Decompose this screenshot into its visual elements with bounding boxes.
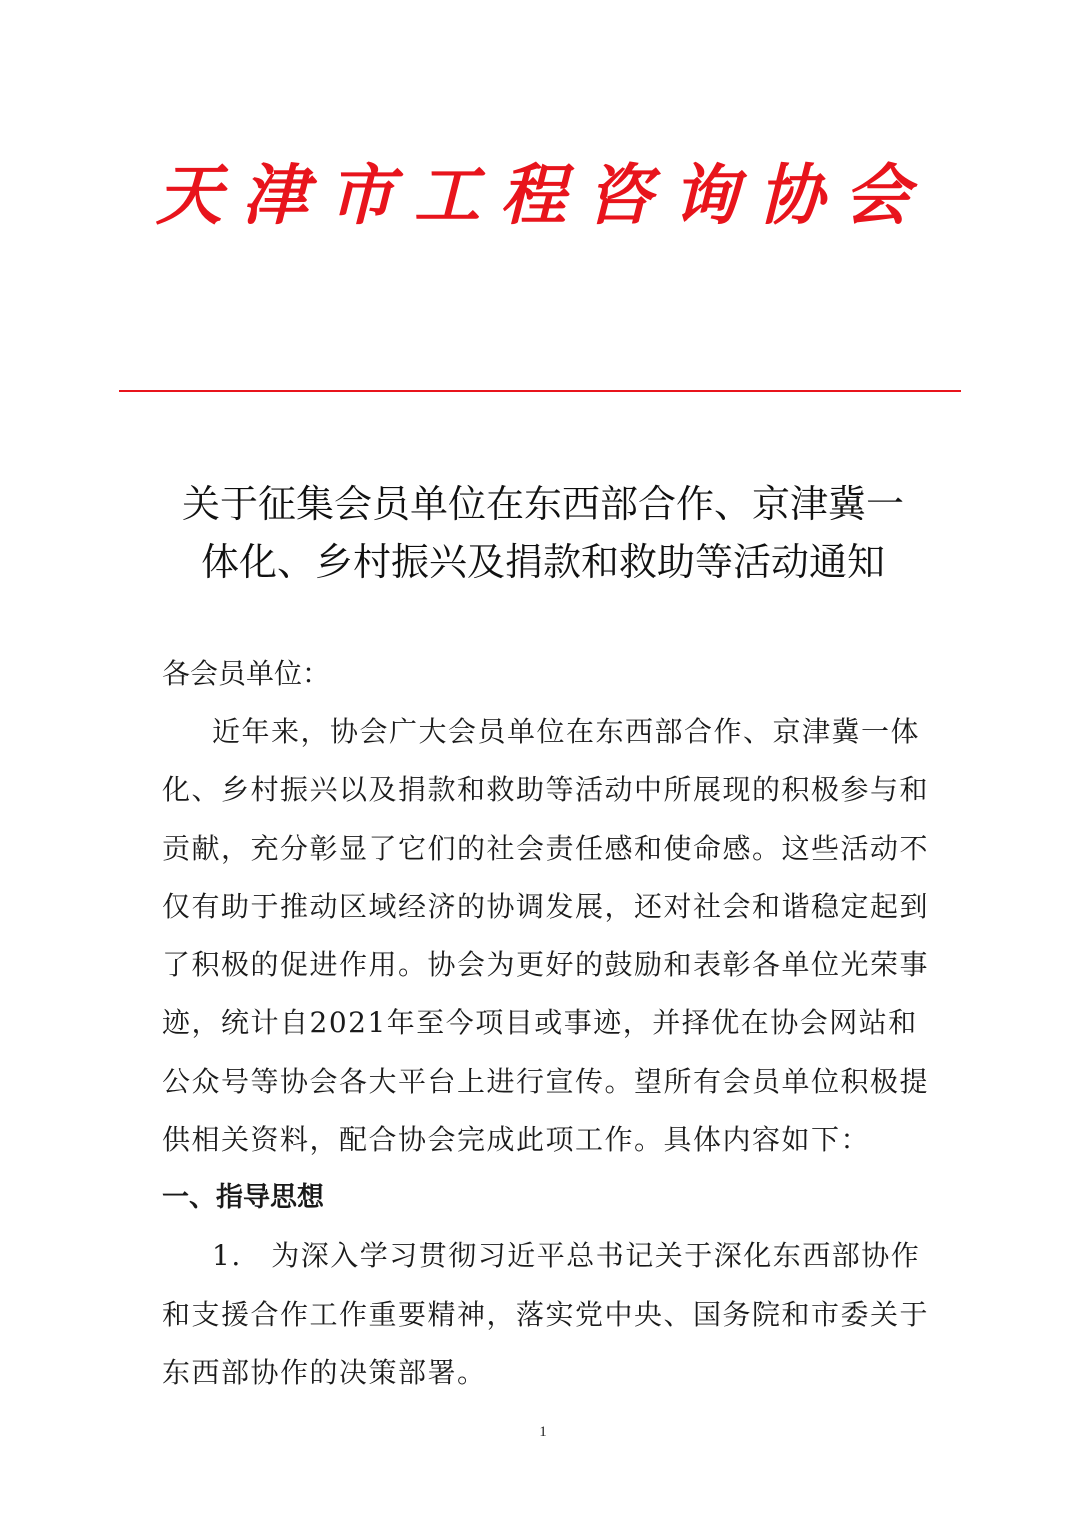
section-heading: 一、指导思想 [162,1182,324,1214]
paragraph-line: 化、乡村振兴以及捐款和救助等活动中所展现的积极参与和 [162,773,930,807]
intro-paragraph [162,703,930,1169]
paragraph-line: 近年来，协会广大会员单位在东西部合作、京津冀一体 [212,715,921,748]
title-line: 关于征集会员单位在东西部合作、京津冀一 [181,482,904,526]
paragraph-line: 1. 为深入学习贯彻习近平总书记关于深化东西部协作 [212,1239,921,1273]
title-line: 体化、乡村振兴及捐款和救助等活动通知 [200,540,885,584]
document-body [162,645,930,1402]
paragraph-line: 贡献，充分彰显了它们的社会责任感和使命感。这些活动不 [162,831,930,865]
paragraph-line: 了积极的促进作用。协会为更好的鼓励和表彰各单位光荣事 [162,948,930,982]
paragraph-line: 迹，统计自2021年至今项目或事迹，并择优在协会网站和 [162,1006,918,1040]
paragraph-line: 供相关资料，配合协会完成此项工作。具体内容如下： [162,1123,871,1157]
paragraph-line: 和支援合作工作重要精神，落实党中央、国务院和市委关于 [162,1297,930,1331]
page-number: 1 [539,1424,547,1440]
paragraph-line: 仅有助于推动区域经济的协调发展，还对社会和谐稳定起到 [162,889,930,923]
paragraph-line: 公众号等协会各大平台上进行宣传。望所有会员单位积极提 [162,1064,930,1098]
organization-header: 天津市工程咨询协会 [156,156,930,234]
document-title [120,475,966,591]
salutation: 各会员单位： [162,657,331,690]
section1-paragraph [162,1227,930,1402]
red-divider-line [119,390,961,392]
paragraph-line: 东西部协作的决策部署。 [162,1355,487,1389]
